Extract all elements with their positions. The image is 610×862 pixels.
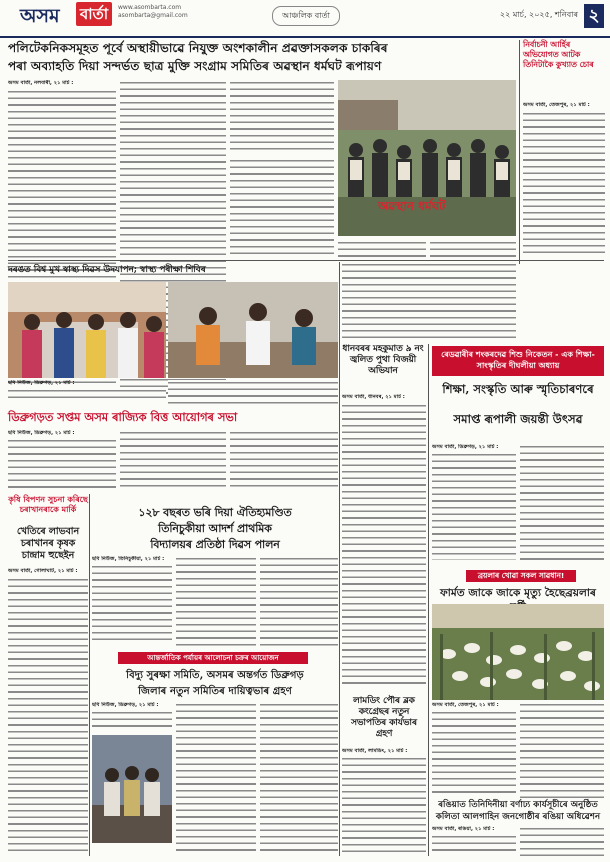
column-divider [428,344,429,856]
website-text: www.asombarta.com [118,4,182,11]
column-divider [339,262,340,856]
school-headline-1: ১২৮ বছৰত ভৰি দিয়া ঐতিহ্যমণ্ডিত [138,506,292,519]
contact-info [118,4,188,20]
school-byline: ছবি নিউজ, তিনিচুকীয়া, ২১ মাৰ্চ : [92,556,165,562]
logo-text-right: বাৰ্তা [76,2,112,26]
farmer-headline: কৃষি বিপণন সুচনা কৰিছে চৰাখানৰাকে মাৰ্কি [8,494,88,514]
education-column-1 [432,444,516,564]
school-column-2 [176,556,256,648]
health-checkup-photo [168,282,338,378]
side-headline: নিৰ্বাচনী আৰ্হিৰ অভিযোগত আটক তিনিটাকৈ কুখ্যাত চোৰ [523,40,594,69]
eviction-byline: অসম বাৰ্তা, ধানবৰ, ২১ মাৰ্চ : [342,394,405,400]
lead-column-6 [430,240,516,258]
school-headline-3: বিদ্যালয়ৰ প্ৰতিষ্ঠা দিৱস পালন [150,538,280,551]
security-byline: ছবি নিউজ, ডিব্ৰুগড়, ২১ মাৰ্চ : [92,702,159,708]
workshop-column-2 [520,826,604,856]
finance-byline: ছবি নিউজ, ডিব্ৰুগড়, ২১ মাৰ্চ : [8,430,75,436]
poultry-banner: ব্ৰয়লাৰ খোৱা সকল সাৱধান! [466,570,576,582]
issue-date: ২২ মাৰ্চ, ২০২৫, শনিবাৰ [499,10,578,19]
newspaper-logo [20,2,112,26]
school-headline-2: তিনিচুকীয়া আদৰ্শ প্ৰাথমিক [158,522,272,535]
finance-headline: ডিব্ৰুগড়ত সপ্তম অসম ৰাজ্যিক বিত্ত আয়োগৰ সভা [8,410,238,424]
finance-column-1 [8,430,116,490]
education-byline: অসম বাৰ্তা, ডিব্ৰুগড়, ২১ মাৰ্চ : [432,444,499,450]
lead-headline-2: পৰা অব্যাহতি দিয়া সন্দৰ্ভত ছাত্ৰ মুক্তি সংগ্ৰাম সমিতিৰ অৱস্থান ধৰ্মঘট ৰূপায়ণ [8,59,382,73]
farmer-byline: অসম বাৰ্তা, গোলাঘাট, ২১ মাৰ্চ : [8,568,78,574]
school-column-3 [260,556,338,648]
health-column-2 [168,380,338,406]
side-column [523,102,605,262]
farmer-subhead: খেতিৰে লাভবান চৰাখানৰ কৃষক চান্দ্ৰাম হুছেইন [16,526,80,561]
workshop-byline: অসম বাৰ্তা, ৰঙিয়া, ২১ মাৰ্চ : [432,826,495,832]
lead-byline: অসম বাৰ্তা, নলবাৰী, ২১ মাৰ্চ : [8,80,74,86]
health-headline: দৰঙত বিশ্ব মুখ স্বাস্থ্য দিৱস উদযাপন; স্বাস্থ্য পৰীক্ষা শিবিৰ [8,265,206,275]
finance-column-3 [230,430,338,490]
education-banner: ৰেডৱাৰীৰ শংকৰদেৱ শিশু নিকেতন - এক শিক্ষা-সাংস্কৃতিৰ দীঘলীয়া অধ্যায় [432,346,604,376]
eviction-headline: ধানবৰৰ মহকুমাত ৯ নং জ্বলিত পুথা বিজয়ী অভিযান [342,344,424,376]
security-headline-2: জিলাৰ নতুন সমিতিৰ দায়িত্বভাৰ গ্ৰহণ [138,685,292,697]
security-photo [92,735,172,843]
lead-column-4 [230,158,334,258]
poultry-column-1 [432,702,516,798]
column-divider [519,40,520,264]
eviction-column [342,394,426,694]
email-text: asombarta@gmail.com [118,12,188,19]
poultry-byline: অসম বাৰ্তা, তেজপুৰ, ২১ মাৰ্চ : [432,702,499,708]
poultry-column-2 [520,702,604,798]
security-column-3 [260,702,338,856]
health-byline: ছবি নিউজ, ডিব্ৰুগড়, ২১ মাৰ্চ : [8,380,75,386]
center-column [342,262,516,342]
education-column-2 [520,444,604,564]
page-number: ২ [584,4,604,28]
health-column-1 [8,380,166,406]
lead-headline-1: পলিটেকনিকসমূহত পূৰ্বে অস্থায়ীভাৱে নিযুক্ত অংশকালীন প্ৰৱক্তাসকলক চাকৰিৰ [8,41,388,55]
section-divider [8,260,604,261]
cabinet-byline: অসম বাৰ্তা, লামডিং, ২১ মাৰ্চ : [342,748,408,754]
security-column-1 [92,702,172,856]
finance-column-2 [120,430,226,490]
cabinet-column [342,748,426,856]
workshop-column-1 [432,826,516,856]
workshop-headline-2: কলিতা আলগাহিন জনগোষ্ঠীৰ ৰঙিয়া অধিৱেশন [435,812,601,822]
education-headline-2: সমাপ্ত ৰূপালী জয়ন্তী উৎসৱ [453,412,583,426]
poultry-headline: ফাৰ্মত জাকে জাকে মৃত্যু হৈছেব্ৰয়লাৰ [440,587,596,599]
health-camp-photo [8,282,166,378]
poultry-farm-photo [432,604,604,700]
column-divider [89,494,90,856]
lead-protest-photo [338,80,516,236]
education-headline-1: শিক্ষা, সংস্কৃতি আৰু স্মৃতিচাৰণৰে [442,382,594,396]
lead-column-5 [338,240,426,258]
school-column-1 [92,556,172,648]
logo-text-left: অসম [20,5,60,27]
security-column-2 [176,702,256,856]
cabinet-headline: লামডিং পৌৰ ব্লক কংগ্ৰেছৰ নতুন সভাপতিৰ কাৰ্যভাৰ গ্ৰহণ [351,696,417,739]
security-banner: আন্তৰ্জাতিক পৰ্যায়ৰ আলোচনা চক্ৰৰ আয়োজন [118,652,308,664]
side-byline: অসম বাৰ্তা, তেজপুৰ, ২১ মাৰ্চ : [523,102,590,108]
masthead [0,0,610,38]
section-label: আঞ্চলিক বাৰ্তা [272,6,340,26]
lead-column-3 [230,80,334,154]
security-headline-1: বিদ্যু সুৰক্ষা সমিতি, অসমৰ অন্তৰ্গত ডিব্ৰুগড় [126,669,304,681]
lead-photo-caption: অৱস্থান ধৰ্মঘট [378,199,446,213]
farmer-column [8,568,88,856]
workshop-headline-1: ৰঙিয়াত তিনিদিনীয়া বৰ্ণাঢ্য কাৰ্যসূচীৰে অনুষ্ঠিত [438,800,598,810]
